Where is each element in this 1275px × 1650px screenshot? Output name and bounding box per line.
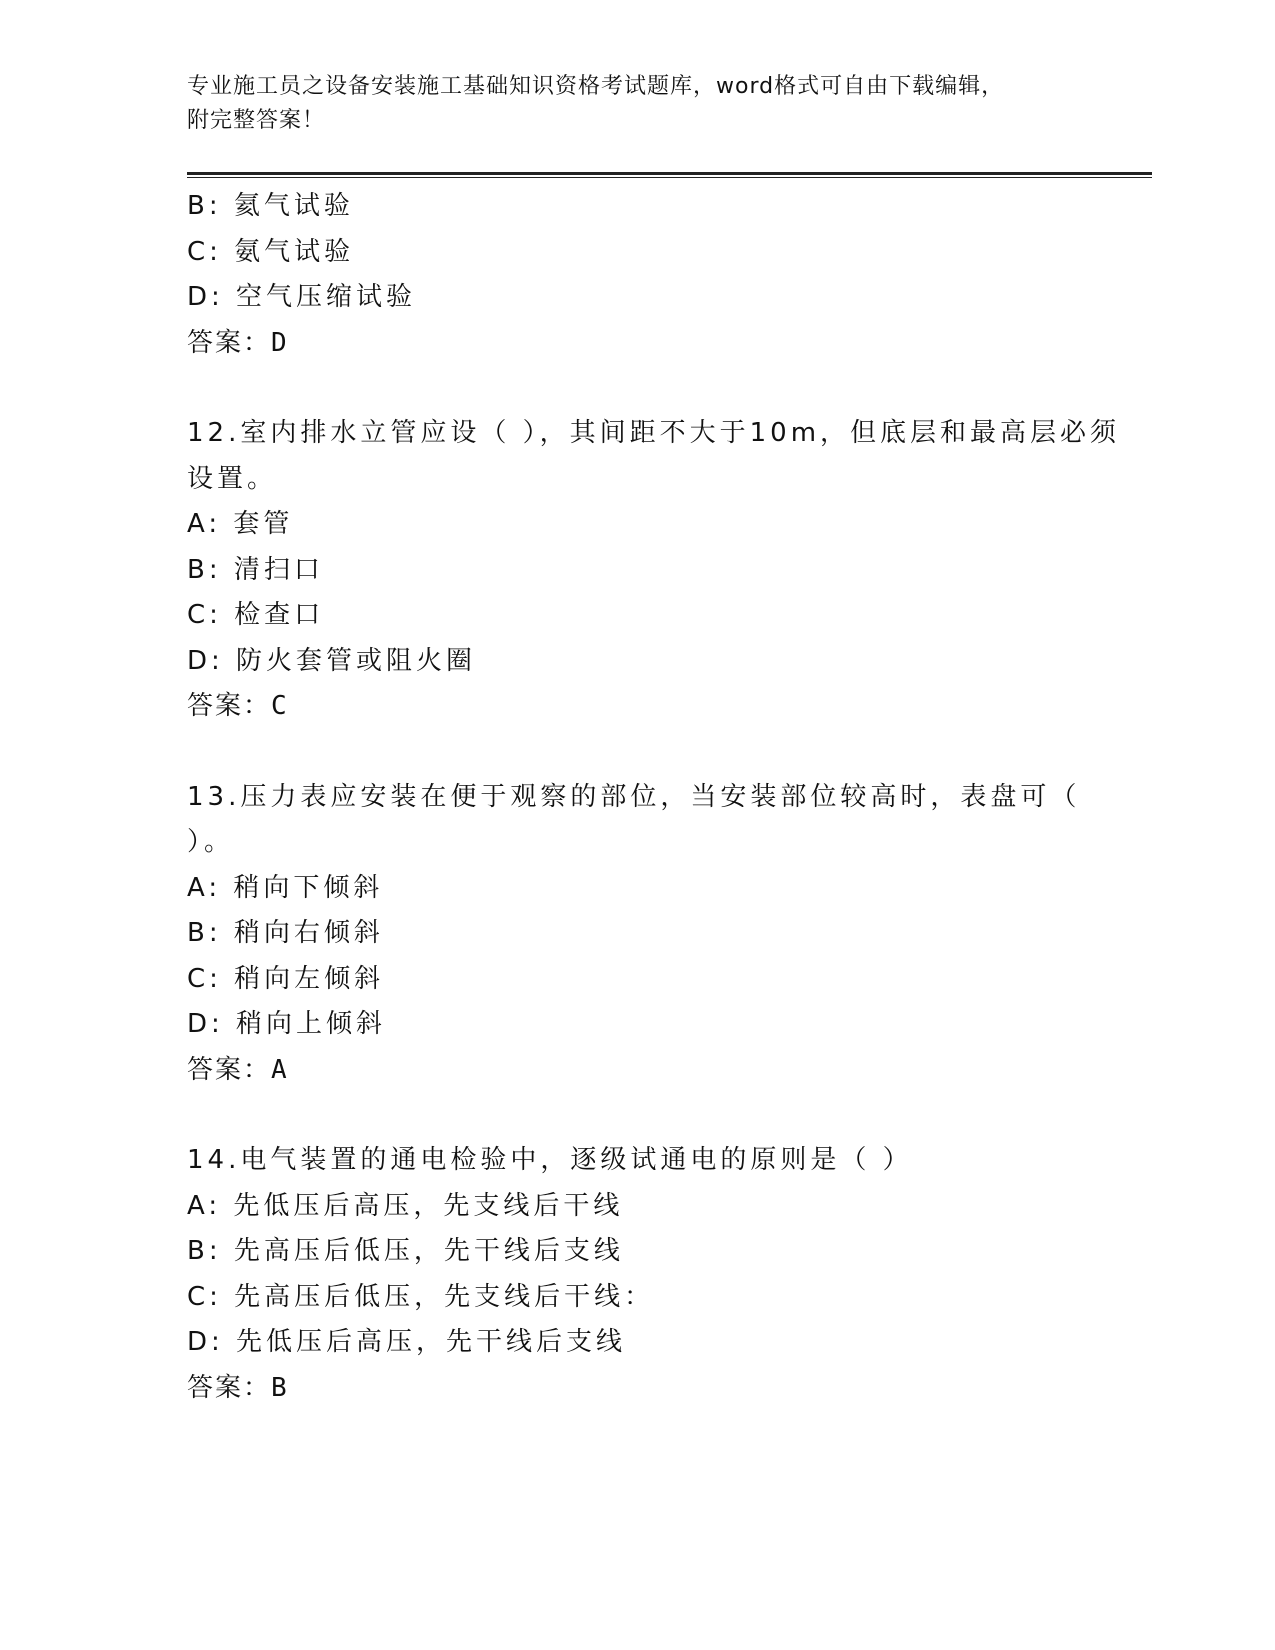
header-title-line-2: 附完整答案！ [187,108,326,133]
answer: 答案：D [187,327,289,358]
option-b: B: 清扫口 [187,554,324,585]
option-a: A: 先低压后高压，先支线后干线 [187,1190,624,1221]
option-d: D: 稍向上倾斜 [187,1009,387,1039]
question-14 [187,1138,1152,1411]
question-12 [187,411,1152,730]
header-title-line-1: 专业施工员之设备安装施工基础知识资格考试题库，word格式可自由下载编辑， [187,74,1005,99]
option-a: A: 套管 [187,509,294,539]
question-stem-continued: 设置。 [187,463,278,494]
option-d: D: 防火套管或阻火圈 [187,645,477,676]
header-divider [187,172,1152,178]
question-stem: 12.室内排水立管应设（ ），其间距不大于10m，但底层和最高层必须 [187,418,1121,448]
answer: 答案：A [187,1054,289,1085]
partial-question [187,184,1152,366]
option-c: C: 检查口 [187,600,325,630]
question-stem: 13.压力表应安装在便于观察的部位，当安装部位较高时，表盘可（ [187,781,1081,812]
answer: 答案：B [187,1372,289,1403]
option-d: D: 空气压缩试验 [187,282,417,312]
answer: 答案：C [187,691,289,721]
option-b: B: 先高压后低压，先干线后支线 [187,1236,624,1266]
question-stem-continued: ）。 [187,827,235,857]
option-c: C: 先高压后低压，先支线后干线： [187,1281,655,1312]
option-d: D: 先低压后高压，先干线后支线 [187,1327,627,1357]
question-13 [187,775,1152,1094]
option-b: B: 稍向右倾斜 [187,918,384,948]
option-c: C: 稍向左倾斜 [187,963,385,994]
option-c: C: 氨气试验 [187,236,355,267]
option-b: B: 氦气试验 [187,191,354,221]
question-stem: 14.电气装置的通电检验中，逐级试通电的原则是（ ） [187,1145,913,1175]
option-a: A: 稍向下倾斜 [187,872,384,903]
document-page [187,70,1152,1411]
